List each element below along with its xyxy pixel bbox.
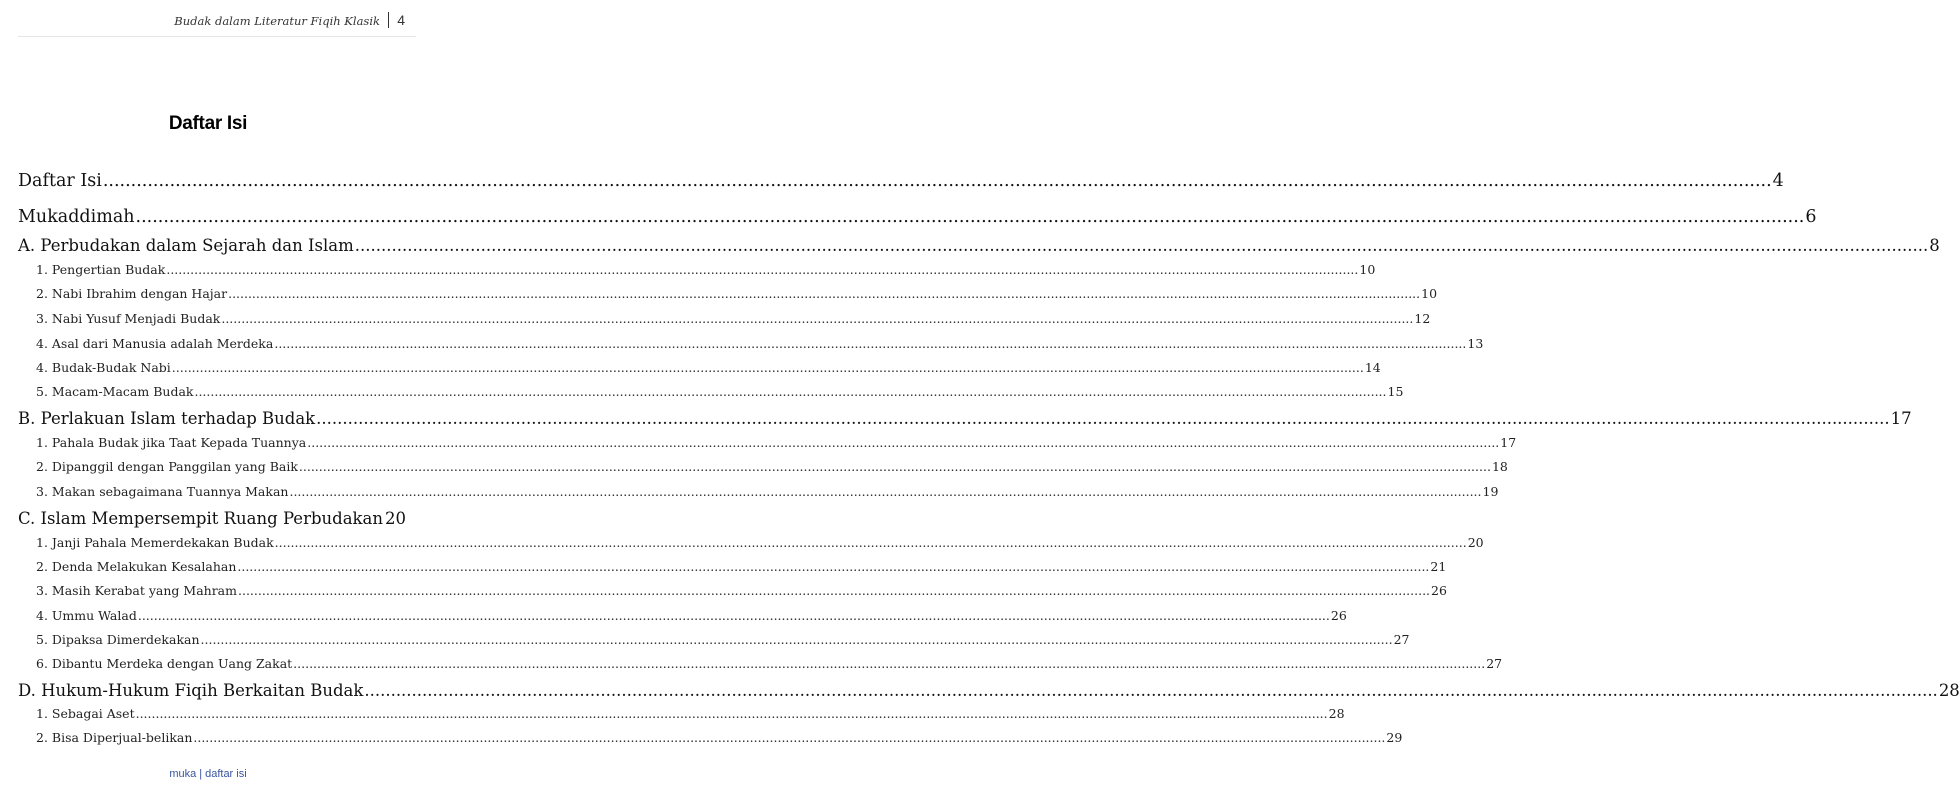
header-rule [18,36,416,37]
toc-entry-title: 1. Pahala Budak jika Taat Kepada Tuannya [36,435,307,450]
toc-leader-dots: ............................................................................................................................................................................................................................................................................................................ [364,681,1938,700]
toc-entry[interactable] [0,435,1517,450]
toc-entry-title: Mukaddimah [18,207,135,227]
toc-entry[interactable] [0,484,1499,499]
toc-entry[interactable] [0,608,1347,623]
link-daftar-isi[interactable]: daftar isi [205,768,247,780]
toc-entry-page: 14 [1364,360,1381,375]
toc-entry[interactable] [0,509,416,528]
toc-entry-title: 4. Budak-Budak Nabi [36,360,171,375]
toc-entry-title: 2. Dipanggil dengan Panggilan yang Baik [36,459,298,474]
toc-leader-dots: ............................................................................................................................................................................................................................................................................................................ [274,336,1467,351]
toc-entry[interactable] [0,171,1784,191]
page-title: Daftar Isi [168,113,248,134]
header-page-number: 4 [397,12,405,28]
toc-entry-page: 12 [1414,311,1431,326]
toc-entry-title: 2. Bisa Diperjual-belikan [36,730,193,745]
link-muka[interactable]: muka [169,768,197,780]
toc-entry[interactable] [0,311,1431,326]
toc-entry-title: 6. Dibantu Merdeka dengan Uang Zakat [36,656,293,671]
toc-entry-page: 4 [1772,171,1784,191]
toc-leader-dots: ............................................................................................................................................................................................................................................................................................................ [293,656,1486,671]
toc-leader-dots: ............................................................................................................................................................................................................................................................................................................ [166,262,1359,277]
toc-entry-page: 27 [1486,656,1503,671]
toc-entry-page: 27 [1393,632,1410,647]
toc-entry-page: 19 [1482,484,1499,499]
toc-entry-page: 17 [1500,435,1517,450]
page-footer [0,768,416,780]
toc-entry-title: B. Perlakuan Islam terhadap Budak [18,409,316,428]
toc-entry-page: 13 [1467,336,1484,351]
toc-leader-dots: ............................................................................................................................................................................................................................................................................................................ [354,236,1929,255]
toc-leader-dots: ............................................................................................................................................................................................................................................................................................................ [238,583,1431,598]
toc-entry[interactable] [0,286,1438,301]
toc-entry[interactable] [0,459,1508,474]
toc-entry[interactable] [0,360,1381,375]
toc-entry-page: 26 [1330,608,1347,623]
toc-entry-title: 4. Ummu Walad [36,608,137,623]
footer-separator: | [199,768,203,780]
header-divider [388,12,389,28]
toc-leader-dots: ............................................................................................................................................................................................................................................................................................................ [316,409,1890,428]
toc-entry[interactable] [0,706,1345,721]
toc-entry-title: 3. Makan sebagaimana Tuannya Makan [36,484,289,499]
toc-entry-page: 26 [1431,583,1447,598]
toc-entry-title: Daftar Isi [18,171,102,191]
toc-leader-dots: ............................................................................................................................................................................................................................................................................................................ [298,459,1491,474]
toc-entry-page: 17 [1890,409,1912,428]
toc-entry-page: 20 [1467,535,1484,550]
toc-entry-page: 15 [1387,384,1404,399]
toc-entry-title: D. Hukum-Hukum Fiqih Berkaitan Budak [18,681,364,700]
toc-entry-page: 10 [1421,286,1438,301]
toc-entry[interactable] [0,730,1403,745]
toc-entry-page: 8 [1929,236,1940,255]
toc-leader-dots: ............................................................................................................................................................................................................................................................................................................ [135,706,1328,721]
toc-entry-title: 3. Masih Kerabat yang Mahram [36,583,237,598]
toc-leader-dots: ............................................................................................................................................................................................................................................................................................................ [171,360,1364,375]
toc-entry[interactable] [0,559,1447,574]
toc-entry[interactable] [0,262,1376,277]
toc-entry-page: 18 [1491,459,1508,474]
toc-entry-title: 5. Macam-Macam Budak [36,384,194,399]
toc-entry[interactable] [0,384,1404,399]
toc-entry-page: 21 [1430,559,1447,574]
toc-entry-title: 3. Nabi Yusuf Menjadi Budak [36,311,221,326]
toc-leader-dots: ............................................................................................................................................................................................................................................................................................................ [221,311,1414,326]
toc-entry[interactable] [0,236,1940,255]
toc-leader-dots: ............................................................................................................................................................................................................................................................................................................ [102,171,1772,191]
toc-leader-dots: ............................................................................................................................................................................................................................................................................................................ [274,535,1467,550]
toc-entry-page: 28 [1328,706,1345,721]
toc-leader-dots: ............................................................................................................................................................................................................................................................................................................ [200,632,1393,647]
toc-entry-title: 1. Janji Pahala Memerdekakan Budak [36,535,274,550]
toc-entry-title: A. Perbudakan dalam Sejarah dan Islam [18,236,354,255]
toc-entry-title: 5. Dipaksa Dimerdekakan [36,632,200,647]
toc-leader-dots: ............................................................................................................................................................................................................................................................................................................ [228,286,1421,301]
toc-entry[interactable] [0,409,1912,428]
toc-entry[interactable] [0,583,1447,598]
toc-leader-dots: ............................................................................................................................................................................................................................................................................................................ [137,608,1330,623]
toc-leader-dots: ............................................................................................................................................................................................................................................................................................................ [135,207,1805,227]
toc-entry-title: 4. Asal dari Manusia adalah Merdeka [36,336,274,351]
toc-entry[interactable] [0,207,1817,227]
toc-entry-title: 1. Pengertian Budak [36,262,166,277]
toc-leader-dots: ............................................................................................................................................................................................................................................................................................................ [193,730,1386,745]
toc-entry[interactable] [0,632,1410,647]
toc-entry[interactable] [0,336,1484,351]
toc-entry-title: 2. Nabi Ibrahim dengan Hajar [36,286,228,301]
toc-leader-dots: ............................................................................................................................................................................................................................................................................................................ [237,559,1430,574]
toc-leader-dots: ............................................................................................................................................................................................................................................................................................................ [194,384,1387,399]
toc-entry-title: C. Islam Mempersempit Ruang Perbudakan [18,509,384,528]
toc-entry[interactable] [0,681,1960,700]
toc-leader-dots: ............................................................................................................................................................................................................................................................................................................ [307,435,1500,450]
toc-entry-page: 20 [385,509,407,528]
toc-entry-page: 29 [1386,730,1403,745]
toc-entry-title: 2. Denda Melakukan Kesalahan [36,559,237,574]
toc-entry-page: 10 [1359,262,1376,277]
toc-entry[interactable] [0,535,1484,550]
running-book-title: Budak dalam Literatur Fiqih Klasik [174,14,380,28]
page-header [0,0,416,42]
toc-leader-dots: ............................................................................................................................................................................................................................................................................................................ [289,484,1482,499]
toc-entry-title: 1. Sebagai Aset [36,706,135,721]
toc-entry-page: 6 [1805,207,1817,227]
toc-entry-page: 28 [1938,681,1960,700]
toc-entry[interactable] [0,656,1503,671]
